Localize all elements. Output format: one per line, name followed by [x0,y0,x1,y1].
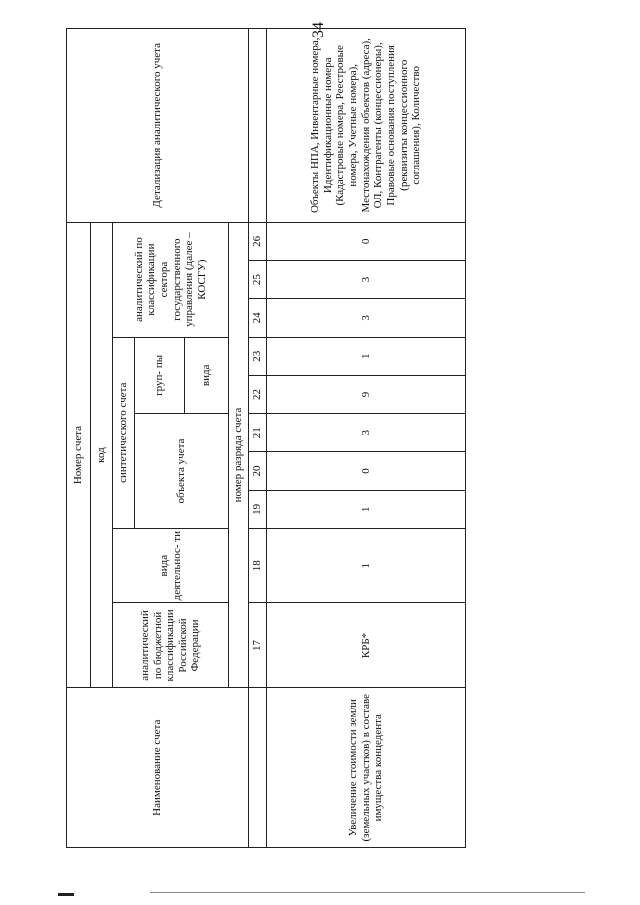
header-activity-type: вида деятельнос- ти [113,528,229,602]
header-account-object: объекта учета [135,414,229,529]
header-account-number: Номер счета [67,222,91,688]
header-group: груп- пы [135,337,185,414]
header-detail: Детализация аналитического учета [67,29,249,223]
row-analytic-code: КРБ* [267,603,466,688]
column-number: 22 [249,375,267,413]
row-digit: 9 [267,375,466,413]
column-number: 17 [249,603,267,688]
header-analytic-kosgu: аналитический по классификации сектора государственного управления (далее – КОСГУ) [113,222,229,337]
page-number: 34 [310,22,327,38]
column-number-blank [249,688,267,848]
column-number: 25 [249,261,267,299]
row-digit: 0 [267,222,466,260]
account-table [66,28,466,848]
row-digit: 3 [267,414,466,452]
row-activity-code: 1 [267,528,466,602]
table-row [267,29,466,848]
column-number: 20 [249,452,267,490]
rotated-table-container [66,28,466,848]
scan-edge-line [150,892,585,893]
header-code: код [91,222,113,688]
column-number-blank [249,29,267,223]
header-kind: вида [185,337,229,414]
column-number: 21 [249,414,267,452]
header-analytic-budget: аналитический по бюджетной классификации Российской Федерации [113,603,229,688]
column-number: 26 [249,222,267,260]
row-digit: 3 [267,299,466,337]
row-detail: Объекты НПА, Инвентарные номера, Идентификационные номера (Кадастровые номера, Реестровые номера, Учетные номера), Местонахождения объектов (адреса), ОЛ, Контрагенты (концессионеры), Правовые основания поступления (реквизиты концессионного соглашения), Количество [267,29,466,223]
column-number: 19 [249,490,267,528]
header-digit-number: номер разряда счета [229,222,249,688]
row-digit: 1 [267,337,466,375]
column-number: 18 [249,528,267,602]
row-digit: 1 [267,490,466,528]
header-synthetic-account: синтетического счета [113,337,135,528]
scan-mark [58,893,74,896]
row-digit: 3 [267,261,466,299]
row-digit: 0 [267,452,466,490]
header-account-name: Наименование счета [67,688,249,848]
column-number: 23 [249,337,267,375]
row-account-name: Увеличение стоимости земли (земельных участков) в составе имущества концедента [267,688,466,848]
column-number: 24 [249,299,267,337]
